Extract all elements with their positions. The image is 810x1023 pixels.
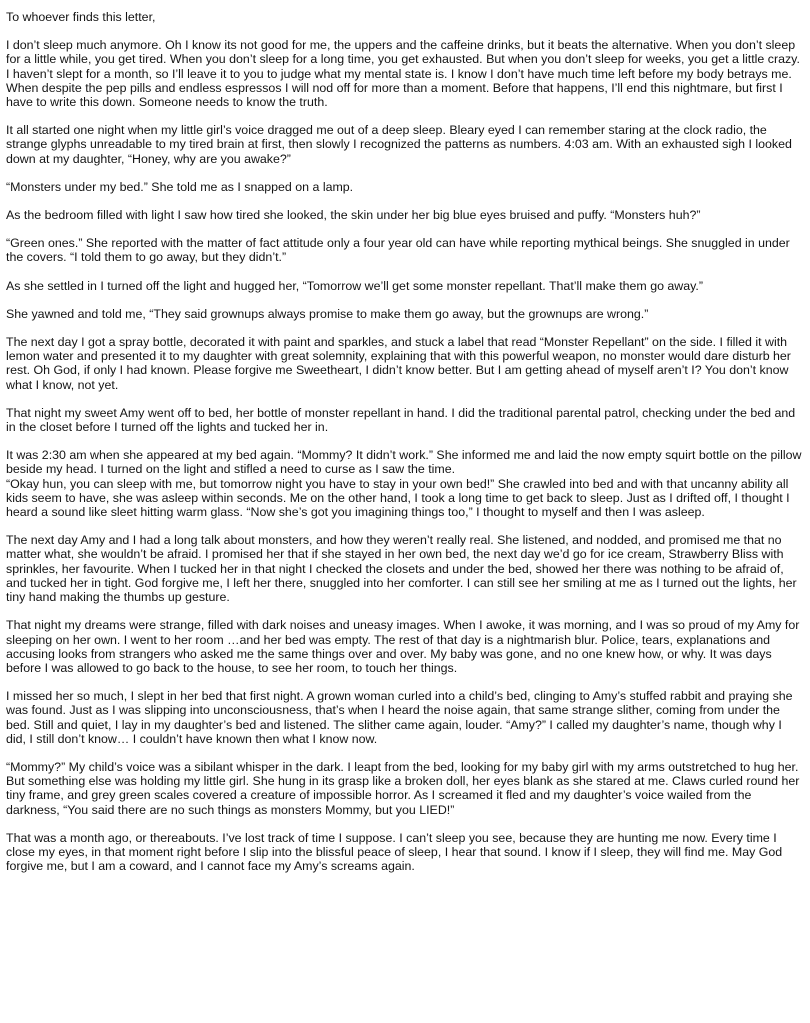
paragraph: That night my dreams were strange, filled with dark noises and uneasy images. When I awoke, it was morning, and I was so proud of my Amy for sleeping on her own. I went to her room …and her bed was empty. The rest of that day is a nightmarish blur. Police, tears, explanations and accusing looks from strangers who asked me the same things over and over. My baby was gone, and no one knew how, or why. It was days before I was allowed to go back to the house, to see her room, to touch her things. [6,618,800,675]
paragraph: The next day Amy and I had a long talk about monsters, and how they weren’t really real. She listened, and nodded, and promised me that no matter what, she wouldn’t be afraid. I promised her that if she stayed in her own bed, the next day we’d go for ice cream, Strawberry Bliss with sprinkles, her favourite. When I tucked her in that night I checked the closets and under the bed, showed her there was nothing to be afraid of, and tucked her in tight. God forgive me, I left her there, snuggled into her comforter. I can still see her smiling at me as I turned out the lights, her tiny hand making the thumbs up gesture. [6,533,797,605]
paragraph: As she settled in I turned off the light and hugged her, “Tomorrow we’ll get some monster repellant. That’ll make them go away.” [6,278,703,293]
paragraph: That night my sweet Amy went off to bed, her bottle of monster repellant in hand. I did the traditional parental patrol, checking under the bed and in the closet before I turned off the lights and tucked her in. [6,405,796,435]
paragraph: “Mommy?” My child’s voice was a sibilant whisper in the dark. I leapt from the bed, looking for my baby girl with my arms outstretched to hug her. But something else was holding my little girl. She hung in its grasp like a broken doll, her eyes blank as she stared at me. Claws curled round her tiny frame, and grey green scales covered a creature of impossible horror. As I screamed it fled and my daughter’s voice wailed from the darkness, “You said there are no such things as monsters Mommy, but you LIED!” [6,759,800,817]
salutation: To whoever finds this letter, [6,10,156,24]
paragraph: It was 2:30 am when she appeared at my bed again. “Mommy? It didn’t work.” She informed me and laid the now empty squirt bottle on the pillow beside my head. I turned on the light and stifled a need to curse as I saw the time. [6,448,802,477]
paragraph: “Okay hun, you can sleep with me, but tomorrow night you have to stay in your own bed!” She crawled into bed and with that uncanny ability all kids seem to have, she was asleep within seconds. Me on the other hand, I took a long time to get back to sleep. Just as I drifted off, I thought I heard a sound like sleet hitting warm glass. “Now she’s got you imagining things too,” I thought to myself and then I was asleep. [6,476,790,520]
paragraph: The next day I got a spray bottle, decorated it with paint and sparkles, and stuck a label that read “Monster Repellant” on the side. I filled it with lemon water and presented it to my daughter with great solemnity, explaining that with this powerful weapon, no monster would dare disturb her rest. Oh God, if only I had known. Please forgive me Sweetheart, I didn’t know better. But I am getting ahead of myself aren’t I? You don’t know what I know, not yet. [6,335,791,392]
paragraph: I don’t sleep much anymore. Oh I know its not good for me, the uppers and the caffeine drinks, but it beats the alternative. When you don’t sleep for a little while, you get tired. When you don’t sleep for a long time, you get exhausted. But when you don’t sleep for weeks, you get a little crazy. I haven’t slept for a month, so I’ll leave it to you to judge what my mental state is. I know I don’t have much time left before my body betrays me. When despite the pep pills and endless espressos I will nod off for more than a moment. Before that happens, I’ll end this nightmare, but first I have to write this down. Someone needs to know the truth. [6,38,800,110]
paragraph: As the bedroom filled with light I saw how tired she looked, the skin under her big blue eyes bruised and puffy. “Monsters huh?” [6,208,701,223]
paragraph: “Green ones.” She reported with the matter of fact attitude only a four year old can have while reporting mythical beings. She snuggled in under the covers. “I told them to go away, but they didn’t.” [6,236,790,265]
paragraph: It all started one night when my little girl’s voice dragged me out of a deep sleep. Bleary eyed I can remember staring at the clock radio, the strange glyphs unreadable to my tired brain at first, then slowly I recognized the patterns as numbers. 4:03 am. With an exhausted sigh I looked down at my daughter, “Honey, why are you awake?” [6,123,792,166]
paragraph: She yawned and told me, “They said grownups always promise to make them go away, but the grownups are wrong.” [6,306,649,321]
paragraph: That was a month ago, or thereabouts. I’ve lost track of time I suppose. I can’t sleep you see, because they are hunting me now. Every time I close my eyes, in that moment right before I slip into the blissful peace of sleep, I hear that sound. I know if I sleep, they will find me. May God forgive me, but I am a coward, and I cannot face my Amy’s screams again. [6,830,783,874]
paragraph: “Monsters under my bed.” She told me as I snapped on a lamp. [6,179,354,194]
paragraph: I missed her so much, I slept in her bed that first night. A grown woman curled into a child’s bed, clinging to Amy’s stuffed rabbit and praying she was found. Just as I was slipping into unconsciousness, that’s when I heard the noise again, that same strange slither, coming from under the bed. Still and quiet, I lay in my daughter’s bed and listened. The slither came again, louder. “Amy?” I called my daughter’s name, though why I did, I still don’t know… I couldn’t have known then what I know now. [6,689,793,746]
